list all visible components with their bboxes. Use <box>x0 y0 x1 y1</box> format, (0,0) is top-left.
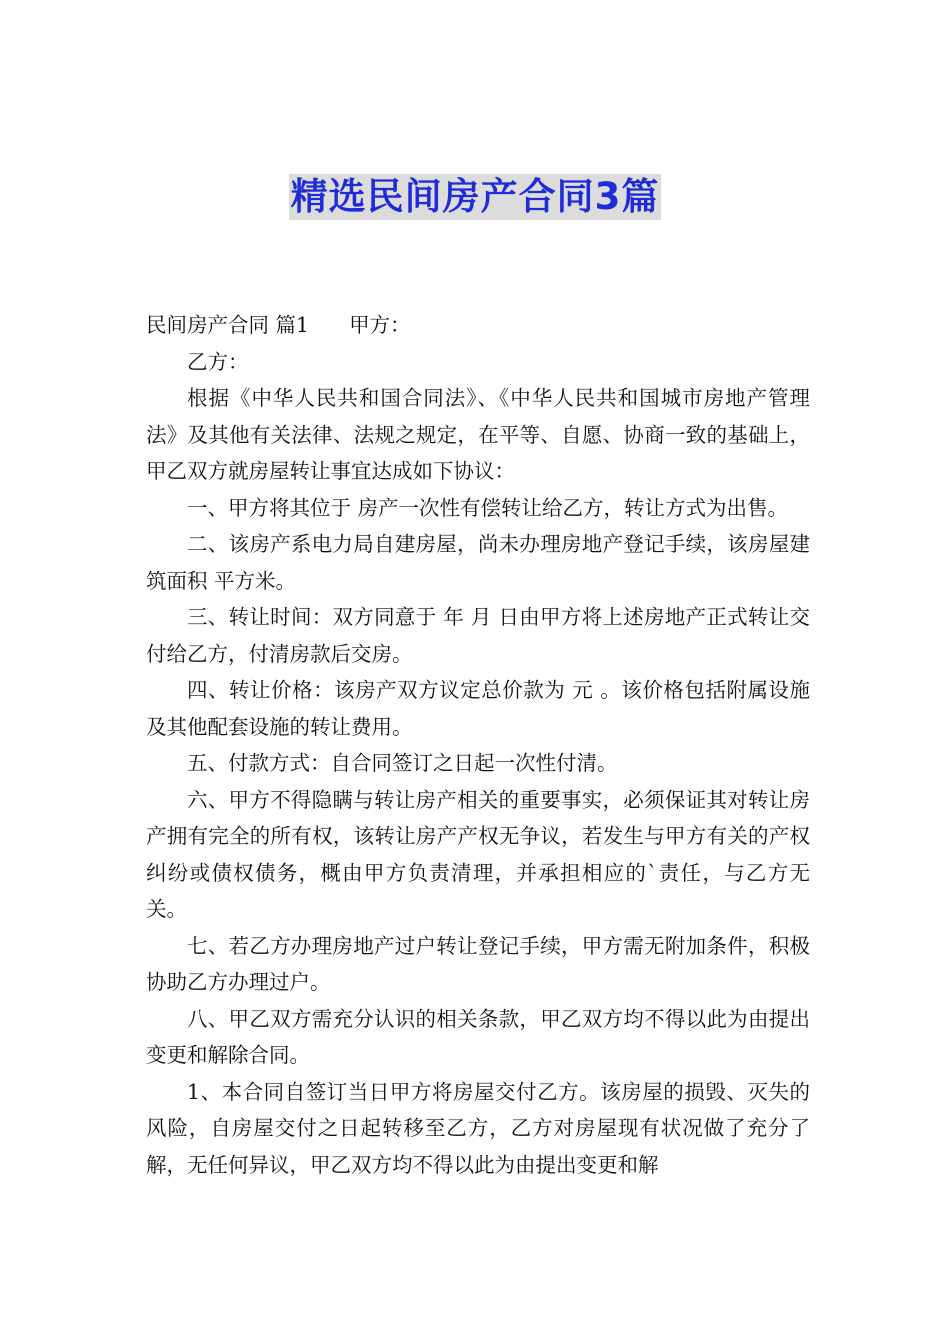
paragraph-clause-2: 二、该房产系电力局自建房屋，尚未办理房地产登记手续，该房屋建筑面积 平方米。 <box>146 532 810 593</box>
paragraph-subclause-1: 1、本合同自签订当日甲方将房屋交付乙方。该房屋的损毁、灭失的风险，自房屋交付之日起转移至乙方，乙方对房屋现有状况做了充分了解，无任何异议，甲乙双方均不得以此为由提出变更和解 <box>146 1079 810 1177</box>
paragraph-clause-7: 七、若乙方办理房地产过户转让登记手续，甲方需无附加条件，积极协助乙方办理过户。 <box>146 933 810 994</box>
paragraph-clause-5: 五、付款方式：自合同签订之日起一次性付清。 <box>187 751 618 775</box>
party-b-label: 乙方： <box>187 349 249 374</box>
party-a-label: 甲方： <box>349 313 411 337</box>
document-title: 精选民间房产合同3篇 <box>290 175 660 218</box>
section-heading: 民间房产合同 篇1 <box>146 313 310 337</box>
paragraph-clause-6: 六、甲方不得隐瞒与转让房产相关的重要事实，必须保证其对转让房产拥有完全的所有权，该转让房产产权无争议，若发生与甲方有关的产权纠纷或债权债务，概由甲方负责清理，并承担相应的`责任，与乙方无关。 <box>146 787 810 921</box>
paragraph-clause-4: 四、转让价格：该房产双方议定总价款为 元 。该价格包括附属设施及其他配套设施的转让费用。 <box>146 678 810 739</box>
paragraph-clause-3: 三、转让时间：双方同意于 年 月 日由甲方将上述房地产正式转让交付给乙方，付清房款后交房。 <box>146 605 810 666</box>
document-body <box>146 307 810 1183</box>
paragraph-clause-8: 八、甲乙双方需充分认识的相关条款，甲乙双方均不得以此为由提出变更和解除合同。 <box>146 1006 810 1067</box>
paragraph-preamble: 根据《中华人民共和国合同法》、《中华人民共和国城市房地产管理法》及其他有关法律、法规之规定，在平等、自愿、协商一致的基础上，甲乙双方就房屋转让事宜达成如下协议： <box>146 386 810 483</box>
title-container <box>0 174 950 220</box>
section-heading-line <box>146 307 810 344</box>
paragraph-clause-1: 一、甲方将其位于 房产一次性有偿转让给乙方，转让方式为出售。 <box>187 495 789 520</box>
